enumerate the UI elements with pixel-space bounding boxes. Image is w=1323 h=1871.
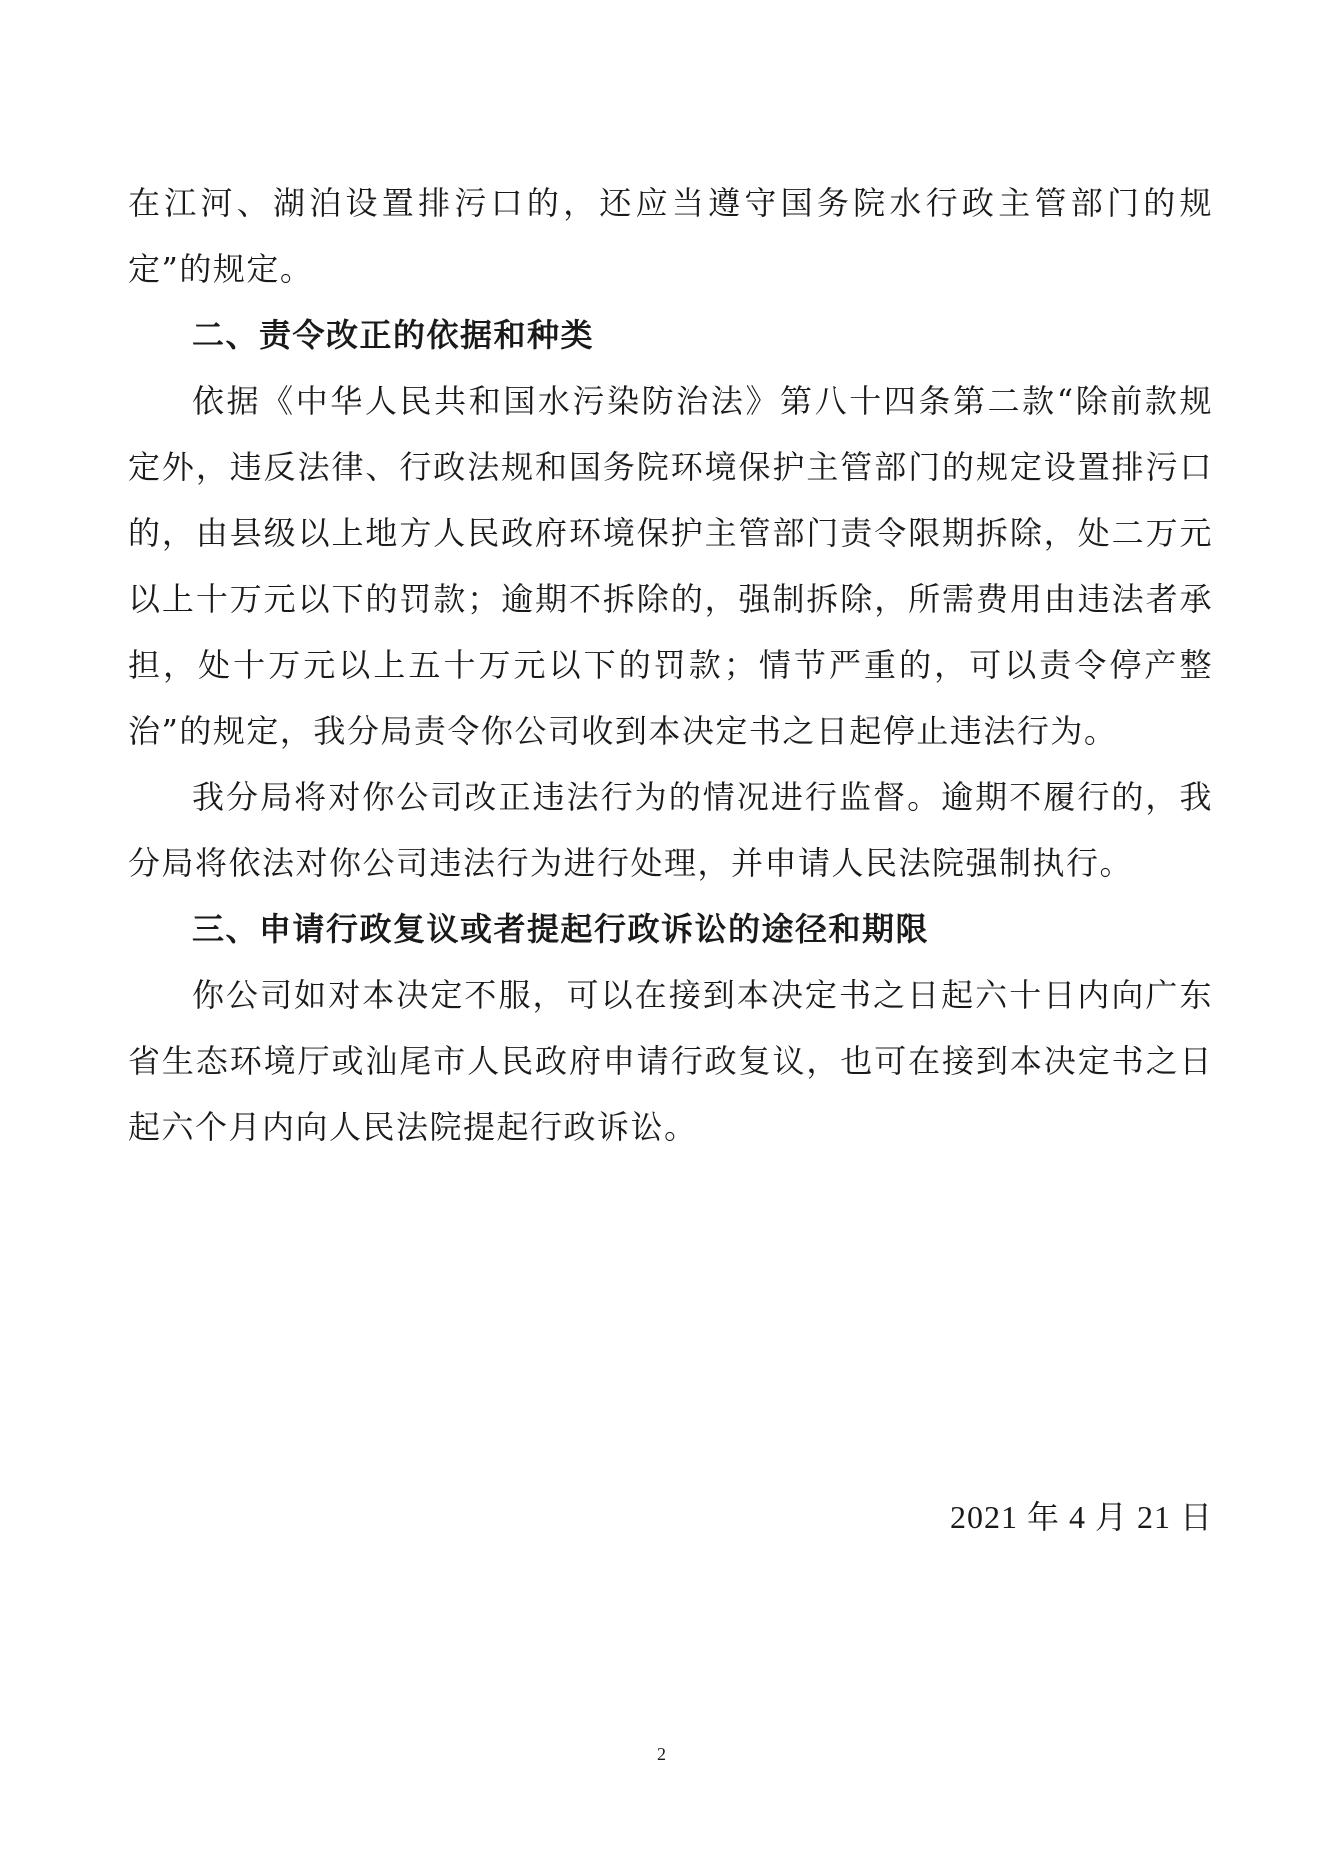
continued-paragraph: 在江河、湖泊设置排污口的，还应当遵守国务院水行政主管部门的规定”的规定。 (128, 184, 1213, 288)
document-body (128, 170, 1213, 1160)
section-2-heading: 二、责令改正的依据和种类 (192, 316, 595, 354)
document-date: 2021 年 4 月 21 日 (949, 1499, 1213, 1535)
section-2-paragraph-2: 我分局将对你公司改正违法行为的情况进行监督。逾期不履行的，我分局将依法对你公司违法行为进行处理，并申请人民法院强制执行。 (128, 778, 1213, 882)
section-3-paragraph-1: 你公司如对本决定不服，可以在接到本决定书之日起六十日内向广东省生态环境厅或汕尾市人民政府申请行政复议，也可在接到本决定书之日起六个月内向人民法院提起行政诉讼。 (128, 976, 1213, 1146)
page-number: 2 (657, 1744, 666, 1764)
section-3-heading: 三、申请行政复议或者提起行政诉讼的途径和期限 (192, 910, 930, 948)
section-2-paragraph-1: 依据《中华人民共和国水污染防治法》第八十四条第二款“除前款规定外，违反法律、行政法规和国务院环境保护主管部门的规定设置排污口的，由县级以上地方人民政府环境保护主管部门责令限期拆除，处二万元以上十万元以下的罚款；逾期不拆除的，强制拆除，所需费用由违法者承担，处十万元以上五十万元以下的罚款；情节严重的，可以责令停产整治”的规定，我分局责令你公司收到本决定书之日起停止违法行为。 (128, 382, 1213, 750)
